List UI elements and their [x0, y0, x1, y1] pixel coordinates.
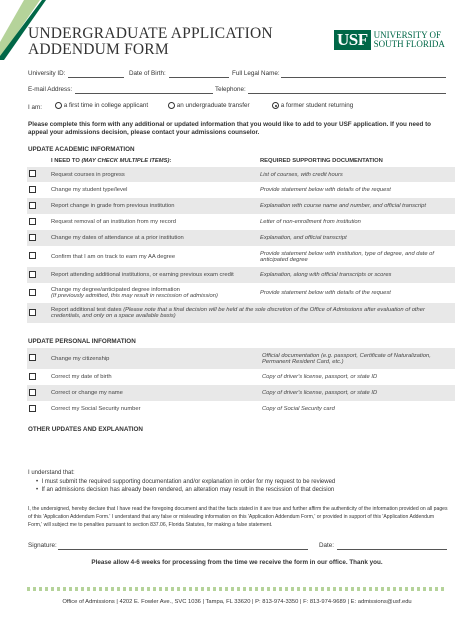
checkbox[interactable]	[29, 202, 36, 209]
date-label: Date:	[319, 542, 335, 549]
checkbox[interactable]	[29, 354, 36, 361]
radio-first-time[interactable]	[55, 102, 62, 109]
email-field[interactable]	[75, 86, 213, 94]
row-doc: Copy of driver's license, passport, or state ID	[262, 374, 378, 380]
table-row	[27, 230, 455, 246]
row-need: Report attending additional institutions, or earning previous exam credit	[49, 267, 258, 283]
university-id-field[interactable]	[68, 70, 124, 78]
status-option-former-student-label: a former student returning	[280, 102, 354, 110]
table-row	[27, 198, 455, 214]
form-title-line2: ADDENDUM FORM	[28, 41, 169, 58]
radio-former-student[interactable]	[272, 102, 279, 109]
row-doc: Copy of driver's license, passport, or state ID	[260, 385, 455, 401]
row-need: Change my dates of attendance at a prior institution	[49, 230, 258, 246]
row-need: Request removal of an institution from my record	[51, 219, 177, 225]
logo-line1: UNIVERSITY OF	[373, 29, 442, 40]
status-label: I am:	[28, 104, 42, 111]
table-row	[27, 303, 455, 323]
row-need: Correct or change my name	[49, 385, 260, 401]
explanation-area[interactable]	[28, 436, 448, 466]
row-doc: Provide statement below with details of the request	[260, 187, 391, 193]
instructions: Please complete this form with any additional or updated information that you would like to add to your USF application. If you need to appeal your admissions decision, please contact your admissions counselor.	[28, 121, 432, 136]
dob-field[interactable]	[169, 70, 229, 78]
row-need: Confirm that I am on track to earn my AA degree	[51, 253, 176, 260]
signature-field[interactable]	[58, 542, 308, 550]
checkbox[interactable]	[29, 289, 36, 296]
personal-heading: UPDATE PERSONAL INFORMATION	[28, 338, 136, 345]
email-label: E-mail Address:	[28, 86, 73, 93]
checkbox[interactable]	[29, 271, 36, 278]
checkbox[interactable]	[29, 170, 36, 177]
table-row	[27, 385, 455, 401]
personal-table	[27, 348, 455, 417]
status-option-transfer-label: an undergraduate transfer	[176, 102, 250, 110]
form-title-line1: UNDERGRADUATE APPLICATION	[28, 25, 273, 42]
row-doc: Explanation, and official transcript	[258, 230, 455, 246]
row-doc: Explanation, along with official transcripts or scores	[258, 267, 455, 283]
other-heading: OTHER UPDATES AND EXPLANATION	[28, 426, 143, 433]
academic-col-doc: REQUIRED SUPPORTING DOCUMENTATION	[260, 158, 383, 164]
status-option-transfer[interactable]	[168, 102, 250, 109]
academic-col-need: I NEED TO (MAY CHECK MULTIPLE ITEMS):	[51, 158, 172, 164]
date-field[interactable]	[337, 542, 447, 550]
status-option-former-student[interactable]	[272, 102, 353, 109]
academic-heading: UPDATE ACADEMIC INFORMATION	[28, 146, 135, 153]
acknowledge-list	[36, 479, 446, 493]
table-row	[27, 182, 455, 198]
university-id-label: University ID:	[28, 70, 66, 77]
usf-logo-mark: USF	[334, 30, 371, 50]
full-name-field[interactable]	[281, 70, 446, 78]
acknowledge-lead: I understand that:	[28, 470, 75, 476]
telephone-label: Telephone:	[215, 86, 246, 93]
row-doc: Letter of non-enrollment from institution	[260, 219, 361, 225]
row-need: Report change in grade from previous institution	[49, 198, 258, 214]
row-need: Correct my date of birth	[51, 374, 112, 380]
row-need: Report additional test dates (Please note that a final decision will be held at the sole discretion of the Office of Admissions after evaluation of other credentials, and only on a space available basis)	[49, 303, 455, 323]
footer-contact: Office of Admissions | 4202 E. Fowler Ave., SVC 1036 | Tampa, FL 33620 | P: 813-974-3350 | F: 813-974-9689 | E: admissions@usf.edu	[62, 599, 412, 605]
telephone-field[interactable]	[248, 86, 446, 94]
checkbox[interactable]	[29, 186, 36, 193]
row-doc: Official documentation (e.g. passport, Certificate of Naturalization, Permanent Resident Card, etc.)	[260, 348, 455, 369]
usf-logo-text	[374, 31, 445, 50]
checkbox[interactable]	[29, 389, 36, 396]
table-row	[27, 267, 455, 283]
row-doc: Copy of Social Security card	[262, 406, 335, 412]
divider-stripe	[27, 587, 447, 591]
row-need: Request courses in progress	[49, 167, 258, 182]
row-doc: List of courses, with credit hours	[258, 167, 455, 182]
row-doc: Provide statement below with details of the request	[260, 290, 391, 296]
status-option-first-time-label: a first time in college applicant	[63, 102, 149, 110]
table-row	[27, 369, 455, 385]
signature-label: Signature:	[28, 542, 57, 549]
processing-note: Please allow 4-6 weeks for processing from the time we receive the form in our office. Thank you.	[91, 559, 383, 566]
academic-table	[27, 155, 455, 323]
declaration: I, the undersigned, hereby declare that I have read the foregoing document and that the facts stated in it are true and further affirm the authenticity of the information provided on all pages of this 'Application Addendum Form.' I understand that any false or misleading information on this 'Application Addendum Form,' or provided in support of this 'Application Addendum Form,' will subject me to penalties pursuant to section 837.06, Florida Statutes, for making a false statement.	[28, 506, 448, 528]
row-doc: Explanation with course name and number, and official transcript	[258, 198, 455, 214]
dob-label: Date of Birth:	[129, 70, 166, 77]
checkbox[interactable]	[29, 309, 36, 316]
list-item: • I must submit the required supporting documentation and/or explanation in order for my request to be reviewed	[36, 479, 336, 485]
checkbox[interactable]	[29, 252, 36, 259]
row-need: Change my citizenship	[49, 348, 260, 369]
usf-logo	[334, 30, 445, 50]
logo-line2: SOUTH FLORIDA	[373, 39, 445, 49]
checkbox[interactable]	[29, 218, 36, 225]
list-item: • If an admissions decision has already been rendered, an alteration may result in the rescission of that decision	[36, 487, 335, 493]
table-row	[27, 167, 455, 182]
form-title	[28, 26, 273, 58]
row-doc: Provide statement below with institution, type of degree, and date of anticipated degree	[260, 250, 435, 263]
checkbox[interactable]	[29, 405, 36, 412]
row-need: Change my student type/level	[51, 187, 128, 193]
checkbox[interactable]	[29, 234, 36, 241]
table-row	[27, 246, 455, 267]
row-need: Correct my Social Security number	[51, 406, 141, 412]
checkbox[interactable]	[29, 373, 36, 380]
row-need: Change my degree/anticipated degree information (If previously admitted, this may result in rescission of admission)	[51, 287, 218, 299]
status-option-first-time[interactable]	[55, 102, 148, 109]
table-row	[27, 401, 455, 417]
radio-transfer[interactable]	[168, 102, 175, 109]
table-row	[27, 283, 455, 303]
table-row	[27, 214, 455, 230]
full-name-label: Full Legal Name:	[232, 70, 280, 77]
table-row	[27, 348, 455, 369]
